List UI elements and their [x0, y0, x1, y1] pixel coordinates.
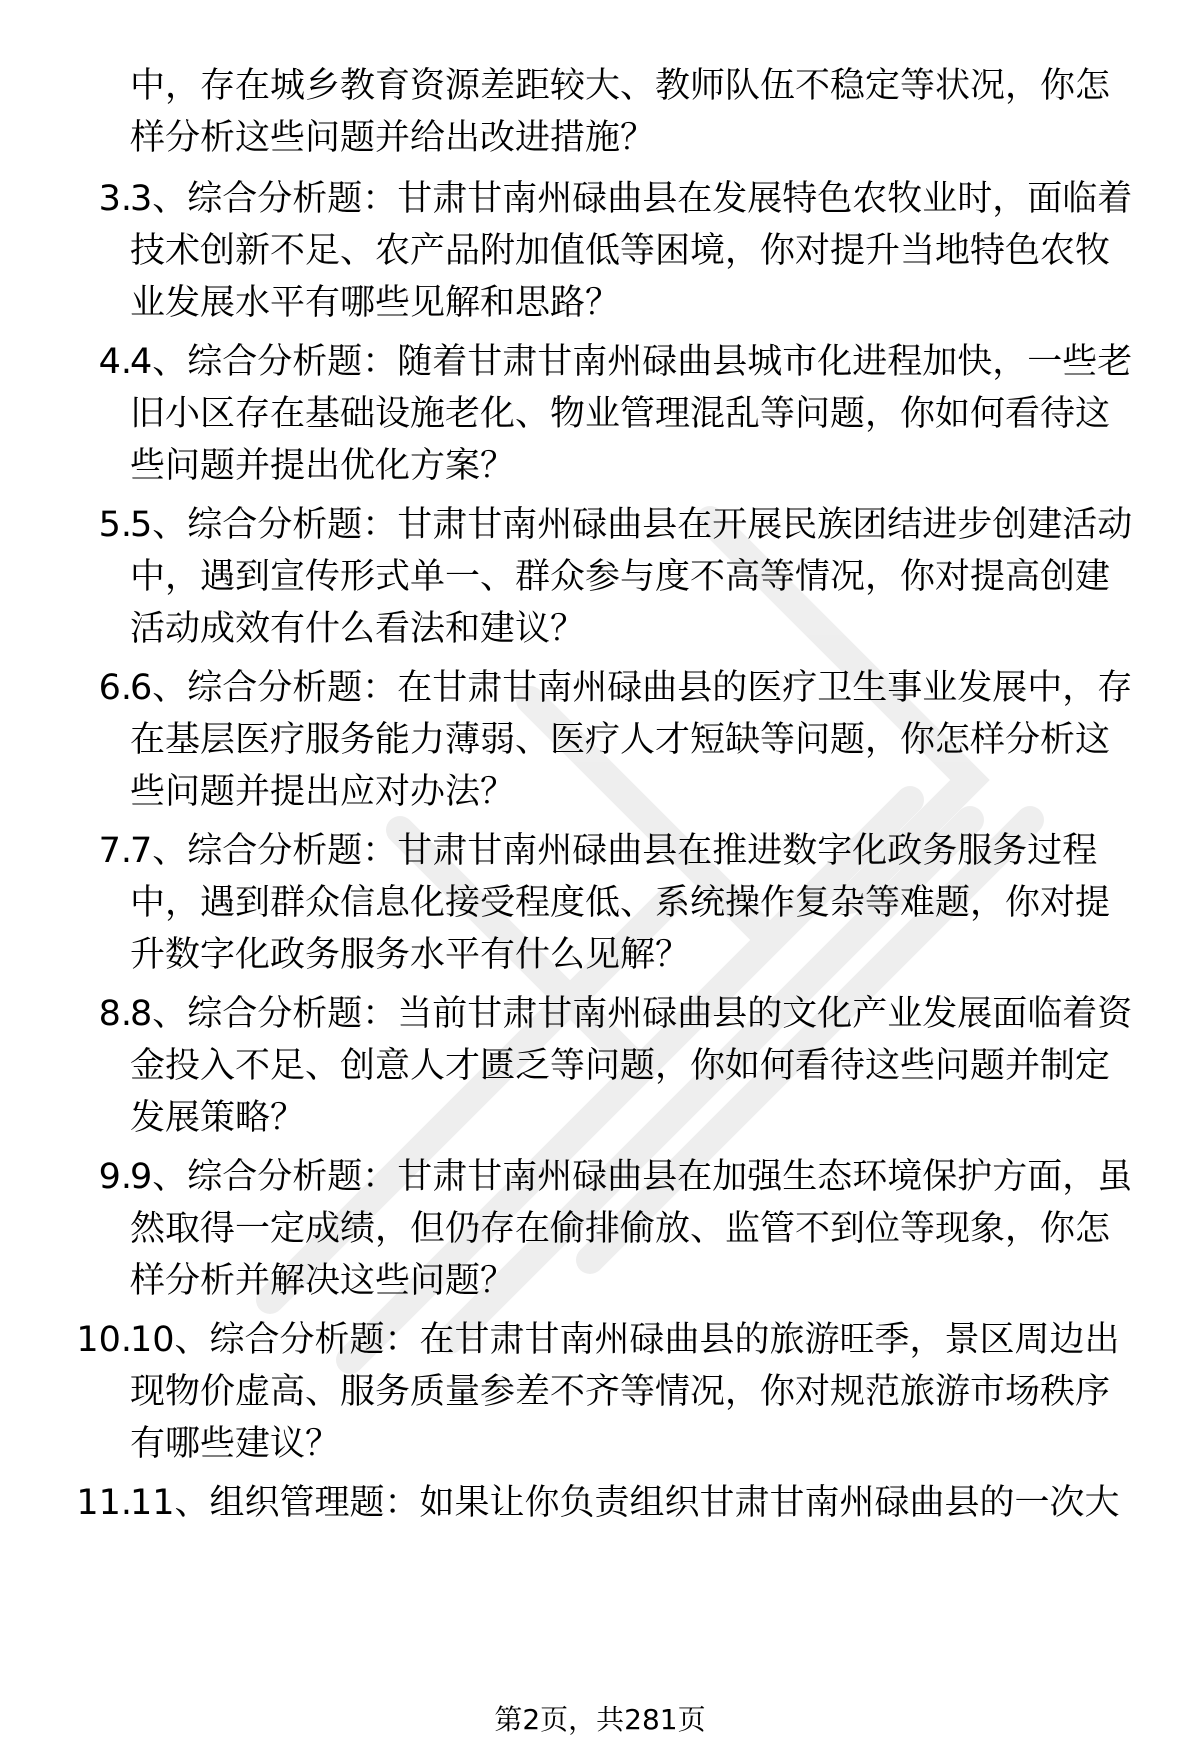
question-text: 11、组织管理题：如果让你负责组织甘肃甘南州碌曲县的一次大 — [130, 1483, 1120, 1523]
list-number: 8. — [98, 994, 132, 1034]
question-text: 5、综合分析题：甘肃甘南州碌曲县在开展民族团结进步创建活动 中，遇到宣传形式单一、群众参与度不高等情况，你对提高创建 活动成效有什么看法和建议？ — [130, 505, 1133, 649]
page-footer: 第2页，共281页 — [494, 1703, 706, 1736]
question-text: 9、综合分析题：甘肃甘南州碌曲县在加强生态环境保护方面，虽 然取得一定成绩，但仍存在偷排偷放、监管不到位等现象，你怎 样分析并解决这些问题？ — [130, 1157, 1133, 1301]
list-number: 11. — [76, 1483, 132, 1523]
list-number: 5. — [98, 505, 132, 545]
question-text: 8、综合分析题：当前甘肃甘南州碌曲县的文化产业发展面临着资 金投入不足、创意人才匮乏等问题，你如何看待这些问题并制定 发展策略？ — [130, 994, 1133, 1138]
list-number: 7. — [98, 831, 132, 871]
list-number: 10. — [76, 1320, 132, 1360]
continued-question-text: 中，存在城乡教育资源差距较大、教师队伍不稳定等状况，你怎 样分析这些问题并给出改进措施？ — [130, 66, 1111, 158]
list-number: 4. — [98, 342, 132, 382]
question-text: 6、综合分析题：在甘肃甘南州碌曲县的医疗卫生事业发展中，存 在基层医疗服务能力薄弱、医疗人才短缺等问题，你怎样分析这 些问题并提出应对办法？ — [130, 668, 1133, 812]
question-text: 10、综合分析题：在甘肃甘南州碌曲县的旅游旺季，景区周边出 现物价虚高、服务质量参差不齐等情况，你对规范旅游市场秩序 有哪些建议？ — [130, 1320, 1120, 1464]
question-text: 4、综合分析题：随着甘肃甘南州碌曲县城市化进程加快，一些老 旧小区存在基础设施老化、物业管理混乱等问题，你如何看待这 些问题并提出优化方案？ — [130, 342, 1133, 486]
question-text: 7、综合分析题：甘肃甘南州碌曲县在推进数字化政务服务过程 中，遇到群众信息化接受程度低、系统操作复杂等难题，你对提 升数字化政务服务水平有什么见解？ — [130, 831, 1111, 975]
list-number: 6. — [98, 668, 132, 708]
list-number: 3. — [98, 179, 132, 219]
list-number: 9. — [98, 1157, 132, 1197]
question-text: 3、综合分析题：甘肃甘南州碌曲县在发展特色农牧业时，面临着 技术创新不足、农产品附加值低等困境，你对提升当地特色农牧 业发展水平有哪些见解和思路？ — [130, 179, 1133, 323]
